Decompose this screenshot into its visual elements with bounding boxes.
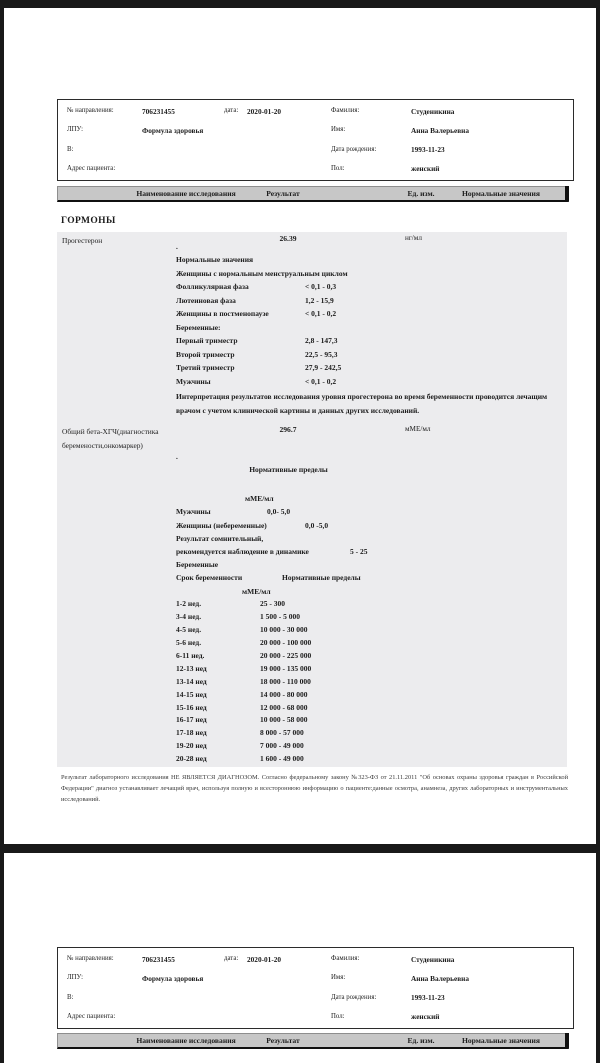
- weeks-label: 17-18 нед: [176, 728, 207, 738]
- test-units: нг/мл: [405, 234, 422, 242]
- field-label-secondary: дата:: [224, 107, 239, 114]
- weeks-range: 18 000 - 110 000: [260, 676, 311, 686]
- reference-row: [176, 255, 570, 269]
- weeks-row: [176, 599, 570, 612]
- weeks-range: 1 600 - 49 000: [260, 754, 304, 764]
- weeks-label: 20-28 нед: [176, 754, 207, 764]
- column-header-result: Результат: [266, 1036, 300, 1045]
- reference-label: Первый триместр: [176, 336, 238, 345]
- limit-row-men: [176, 507, 570, 520]
- field-label: ЛПУ:: [67, 974, 83, 982]
- results-section: [57, 232, 567, 767]
- patient-info-row: [331, 994, 566, 1013]
- weeks-row: [176, 715, 570, 728]
- test-name-line2: беремености,онкомаркер): [62, 441, 143, 450]
- results-table-header: [57, 1033, 569, 1049]
- field-value: 706231455: [142, 954, 175, 964]
- field-value: 1993-11-23: [411, 993, 445, 1003]
- test-result-value: 296.7: [279, 425, 297, 434]
- interpretation-note: Интерпретация результатов исследования уровня прогестерона во время беременности проводится лечащим врачом с учетом клинической картины и данных других исследований.: [176, 392, 548, 415]
- reference-rows: [176, 255, 570, 390]
- weeks-range: 10 000 - 58 000: [260, 715, 308, 725]
- weeks-row: [176, 664, 570, 677]
- test-name-line1: Общий бета-ХГЧ(диагностика: [62, 427, 159, 436]
- weeks-range: 10 000 - 30 000: [260, 625, 308, 635]
- weeks-range: 12 000 - 68 000: [260, 702, 308, 712]
- field-value-secondary: 2020-01-20: [247, 954, 282, 964]
- field-label: Пол:: [331, 1012, 345, 1020]
- patient-info-box: [57, 947, 574, 1029]
- weeks-row: [176, 690, 570, 703]
- field-label: Адрес пациента:: [67, 164, 116, 172]
- weeks-label: 1-2 нед.: [176, 599, 202, 609]
- weeks-row: [176, 754, 570, 767]
- weeks-label: 19-20 нед: [176, 741, 207, 751]
- test-name: Прогестерон: [62, 236, 103, 245]
- reference-label: Женщины в постменопаузе: [176, 309, 269, 318]
- field-label-secondary: дата:: [224, 955, 239, 962]
- weeks-label: 4-5 нед.: [176, 625, 202, 635]
- weeks-row: [176, 703, 570, 716]
- field-label: Дата рождения:: [331, 145, 377, 153]
- column-header-result: Результат: [266, 189, 300, 198]
- weeks-range: 7 000 - 49 000: [260, 741, 304, 751]
- weeks-row: [176, 651, 570, 664]
- field-value: Студеникина: [411, 954, 455, 964]
- weeks-row: [176, 638, 570, 651]
- field-value: Анна Валерьевна: [411, 125, 470, 135]
- limit-label: Мужчины: [176, 507, 211, 517]
- weeks-row: [176, 612, 570, 625]
- pregnant-text: Беременные: [176, 560, 219, 570]
- hcg-reference-block: [176, 465, 570, 767]
- column-header-test-name: Наименование исследования: [136, 1036, 236, 1045]
- weeks-range: 20 000 - 225 000: [260, 650, 312, 660]
- reference-range: 27,9 - 242,5: [305, 363, 342, 372]
- weeks-range: 1 500 - 5 000: [260, 612, 300, 622]
- field-label: Пол:: [331, 164, 345, 172]
- reference-row: [176, 377, 570, 391]
- doubtful-text: Результат сомнительный,: [176, 533, 264, 543]
- column-header-units: Ед. изм.: [407, 189, 435, 198]
- patient-info-right-column: [331, 107, 566, 184]
- weeks-range: 25 - 300: [260, 599, 285, 609]
- column-header-normal-values: Нормальные значения: [461, 1036, 541, 1045]
- reference-range: 22,5 - 95,3: [305, 349, 338, 359]
- reference-row: [176, 282, 570, 296]
- field-value: Формула здоровья: [142, 973, 204, 983]
- limits-title: Нормативные пределы: [249, 465, 328, 474]
- patient-info-box: [57, 99, 574, 181]
- field-label: Имя:: [331, 974, 346, 982]
- patient-info-row: [331, 146, 566, 165]
- reference-label: Фолликулярная фаза: [176, 282, 249, 291]
- weeks-table-header: [176, 573, 570, 586]
- reference-row: [176, 363, 570, 377]
- patient-info-row: [331, 126, 566, 145]
- disclaimer-note: Результат лабораторного исследования НЕ ЯВЛЯЕТСЯ ДИАГНОЗОМ. Согласно федеральному закону №323-ФЗ от 21.11.2011 "Об основах охраны здоровья граждан в Российской Федерации" диагноз устанавливает лечащий врач, используя полную и всестороннюю информацию о пациенте:данные осмотра, анамнеза, других лабораторных и инструментальных исследований.: [61, 774, 568, 803]
- weeks-label: 13-14 нед: [176, 676, 207, 686]
- reference-row: [176, 323, 570, 337]
- reference-label: Женщины с нормальным менструальным циклом: [176, 268, 348, 278]
- weeks-col2-header: Нормативные пределы: [282, 573, 361, 583]
- weeks-table: [176, 599, 570, 767]
- reference-label: Мужчины: [176, 376, 211, 386]
- field-label: Дата рождения:: [331, 993, 377, 1001]
- comment-dot: .: [176, 452, 178, 461]
- doubtful-text: рекомендуется наблюдение в динамике: [176, 546, 309, 556]
- weeks-range: 20 000 - 100 000: [260, 638, 312, 648]
- doubtful-result-line1: [176, 534, 570, 547]
- report-page-2: [4, 853, 596, 1063]
- patient-info-left-column: [67, 955, 327, 1032]
- field-label: В:: [67, 993, 74, 1001]
- weeks-label: 12-13 нед: [176, 663, 207, 673]
- patient-info-row: [67, 126, 327, 145]
- patient-info-row: [67, 1013, 327, 1032]
- weeks-range: 8 000 - 57 000: [260, 728, 304, 738]
- test-result-value: 26.39: [279, 234, 297, 243]
- field-value: Анна Валерьевна: [411, 973, 470, 983]
- comment-dot: .: [176, 242, 178, 251]
- limits-units-label: мМЕ/мл: [245, 494, 274, 504]
- field-label: № направления:: [67, 955, 114, 962]
- limit-row-women: [176, 521, 570, 534]
- report-page-1: [4, 8, 596, 844]
- weeks-label: 6-11 нед.: [176, 650, 205, 660]
- reference-range: 1,2 - 15,9: [305, 295, 334, 305]
- patient-info-row: [331, 955, 566, 974]
- patient-info-row: [331, 107, 566, 126]
- field-label: Адрес пациента:: [67, 1012, 116, 1020]
- reference-label: Второй триместр: [176, 349, 235, 359]
- field-value: 706231455: [142, 106, 175, 116]
- column-header-normal-values: Нормальные значения: [461, 189, 541, 198]
- field-label: Имя:: [331, 126, 346, 134]
- weeks-label: 3-4 нед.: [176, 612, 202, 622]
- weeks-col1-header: Срок беременности: [176, 573, 243, 583]
- field-label: № направления:: [67, 107, 114, 114]
- test-units: мМЕ/мл: [405, 425, 431, 433]
- reference-row: [176, 296, 570, 310]
- patient-info-row: [67, 165, 327, 184]
- weeks-row: [176, 728, 570, 741]
- section-title-hormones: ГОРМОНЫ: [61, 216, 116, 226]
- patient-info-row: [67, 955, 327, 974]
- weeks-label: 5-6 нед.: [176, 638, 202, 648]
- weeks-range: 14 000 - 80 000: [260, 689, 308, 699]
- patient-info-row: [67, 994, 327, 1013]
- reference-range: < 0,1 - 0,2: [305, 309, 337, 318]
- field-value: 1993-11-23: [411, 145, 445, 155]
- reference-label: Нормальные значения: [176, 255, 254, 264]
- test-name: [62, 425, 159, 453]
- field-value-secondary: 2020-01-20: [247, 106, 282, 116]
- pregnant-label: [176, 560, 570, 573]
- results-table-header: [57, 186, 569, 202]
- limit-label: Женщины (небеременные): [176, 520, 267, 530]
- weeks-label: 16-17 нед: [176, 715, 207, 725]
- field-label: ЛПУ:: [67, 126, 83, 134]
- reference-label: Третий триместр: [176, 363, 235, 372]
- doubtful-value: 5 - 25: [350, 546, 368, 556]
- reference-label: Лютеиновая фаза: [176, 295, 236, 305]
- weeks-row: [176, 741, 570, 754]
- weeks-row: [176, 625, 570, 638]
- limit-value: 0,0 -5,0: [305, 520, 329, 530]
- limit-value: 0,0- 5,0: [267, 507, 291, 517]
- reference-row: [176, 309, 570, 323]
- patient-info-row: [67, 107, 327, 126]
- field-label: Фамилия:: [331, 107, 360, 114]
- field-value: женский: [411, 164, 440, 174]
- patient-info-left-column: [67, 107, 327, 184]
- field-label: В:: [67, 145, 74, 153]
- column-header-units: Ед. изм.: [407, 1036, 435, 1045]
- field-label: Фамилия:: [331, 955, 360, 962]
- reference-range: < 0,1 - 0,3: [305, 282, 337, 291]
- patient-info-row: [67, 146, 327, 165]
- patient-info-row: [331, 1013, 566, 1032]
- patient-info-right-column: [331, 955, 566, 1032]
- patient-info-row: [331, 974, 566, 993]
- field-value: Студеникина: [411, 106, 455, 116]
- field-value: женский: [411, 1012, 440, 1022]
- patient-info-row: [331, 165, 566, 184]
- weeks-label: 14-15 нед: [176, 689, 207, 699]
- patient-info-row: [67, 974, 327, 993]
- reference-row: [176, 336, 570, 350]
- doubtful-result-line2: [176, 547, 570, 560]
- column-header-test-name: Наименование исследования: [136, 189, 236, 198]
- weeks-units-label: мМЕ/мл: [242, 586, 271, 596]
- weeks-row: [176, 677, 570, 690]
- weeks-range: 19 000 - 135 000: [260, 663, 312, 673]
- reference-row: [176, 269, 570, 283]
- weeks-label: 15-16 нед: [176, 702, 207, 712]
- reference-row: [176, 350, 570, 364]
- field-value: Формула здоровья: [142, 125, 204, 135]
- reference-label: Беременные:: [176, 322, 221, 332]
- reference-range: < 0,1 - 0,2: [305, 376, 337, 386]
- progesterone-reference-block: [176, 255, 570, 417]
- reference-range: 2,8 - 147,3: [305, 336, 338, 345]
